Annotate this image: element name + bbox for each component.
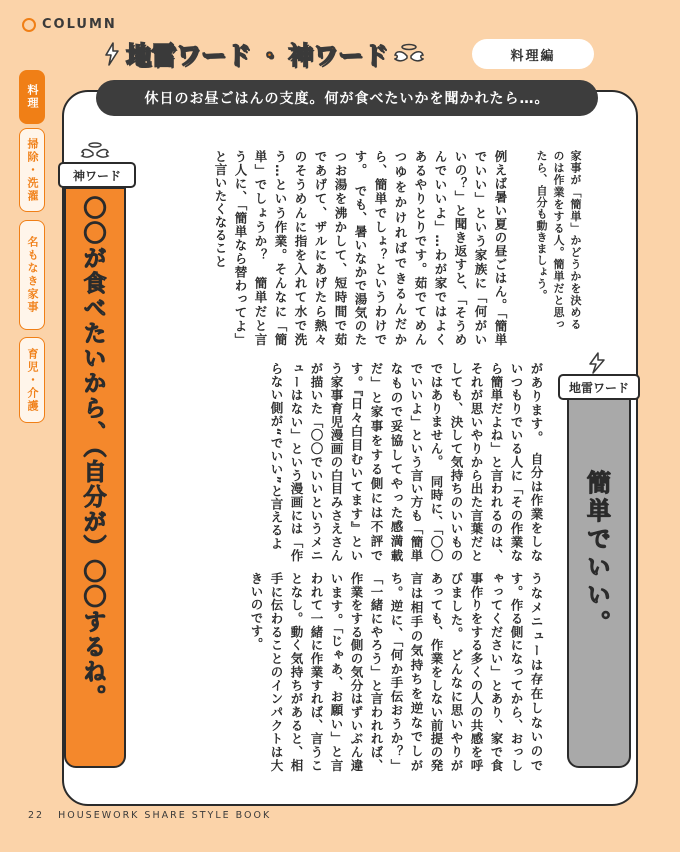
title-kami-word: 神ワード — [288, 41, 389, 70]
tab-nameless-chores[interactable]: 名もなき家事 — [19, 220, 45, 330]
kami-word-phrase: 〇〇が食べたいから、（自分が）〇〇するね。 — [79, 196, 106, 710]
footer — [28, 810, 285, 821]
page-number: 22 — [28, 810, 45, 821]
body-text-upper: 例えば暑い夏の昼ごはん。「簡単でいい」という家族に「何がいいの？」と聞き返すと、「そうめんでいいよ」…わが家ではよくあるやりとりです。茹でてめんつゆをかければできるんだから、簡単でしょ？というわけです。 でも、暑いなかで湯気のたつお湯を沸かして、短時間で茹であげて、ザルにあげたら熱々のそうめんに指を入れて水で洗う…という作業。そんなに「簡単」でしょうか？ 簡単だと言う人に、「簡単なら替わってよ」と言いたくなること — [213, 150, 508, 346]
book-title: HOUSEWORK SHARE STYLE BOOK — [58, 810, 272, 821]
jirai-word-phrase: 簡単でいい。 — [582, 470, 611, 638]
tab-cleaning-laundry[interactable]: 掃除・洗濯 — [19, 128, 45, 212]
kami-word-tag: 神ワード — [58, 162, 136, 188]
lightning-icon — [587, 352, 607, 374]
category-badge: 料理編 — [472, 39, 594, 69]
title-separator: ・ — [257, 41, 283, 70]
page-title — [104, 32, 464, 76]
jirai-word-tag: 地雷ワード — [558, 374, 640, 400]
intro-text: 家事が「簡単」かどうかを決めるのは作業をする人。簡単だと思ったら、自分も動きましょう。 — [535, 150, 582, 330]
circle-icon — [22, 18, 36, 32]
body-text-lower: うなメニューは存在しないのです。作る側になってから、おっしゃってください」とあり、家で食事作りをする多くの人の共感を呼びました。 どんなに思いやりがあっても、作業をしない前提の発言は相手の気持ちを逆なでしがち。逆に、「何か手伝おうか？」「一緒にやろう」と言われれば、作業をする側の気分はずいぶん違います。「じゃあ、お願い」と言われて一緒に作業すれば、言うことなし。動く気持ちがあると、相手に伝わることのインパクトは大きいのです。 — [249, 572, 544, 772]
angel-wings-icon — [394, 42, 424, 66]
question-banner: 休日のお昼ごはんの支度。何が食べたいかを聞かれたら…。 — [96, 80, 598, 116]
tab-childcare-nursing[interactable]: 育児・介護 — [19, 337, 45, 423]
lightning-icon — [104, 42, 120, 66]
body-text-middle: があります。 自分は作業をしないつもりでいる人に「その作業なら簡単だよね」と言われるのは、それが思いやりから出た言葉だとしても、決して気持ちのいいものではありません。 同時に、「〇〇でいいよ」という言い方も「簡単なもので妥協してやった感満載だ」と家事をする側には不評です。『日々白目むいてます』という家事育児漫画の白目みさえさんが描いた「〇〇でいいというメニューはない」という漫画には「作らない側が“でいい”と言えるよ — [269, 362, 544, 562]
title-jirai-word: 地雷ワード — [126, 41, 252, 70]
angel-wings-icon — [80, 141, 110, 161]
column-label-text: COLUMN — [42, 17, 117, 32]
column-label — [22, 17, 117, 32]
tab-cooking[interactable]: 料理 — [19, 70, 45, 124]
